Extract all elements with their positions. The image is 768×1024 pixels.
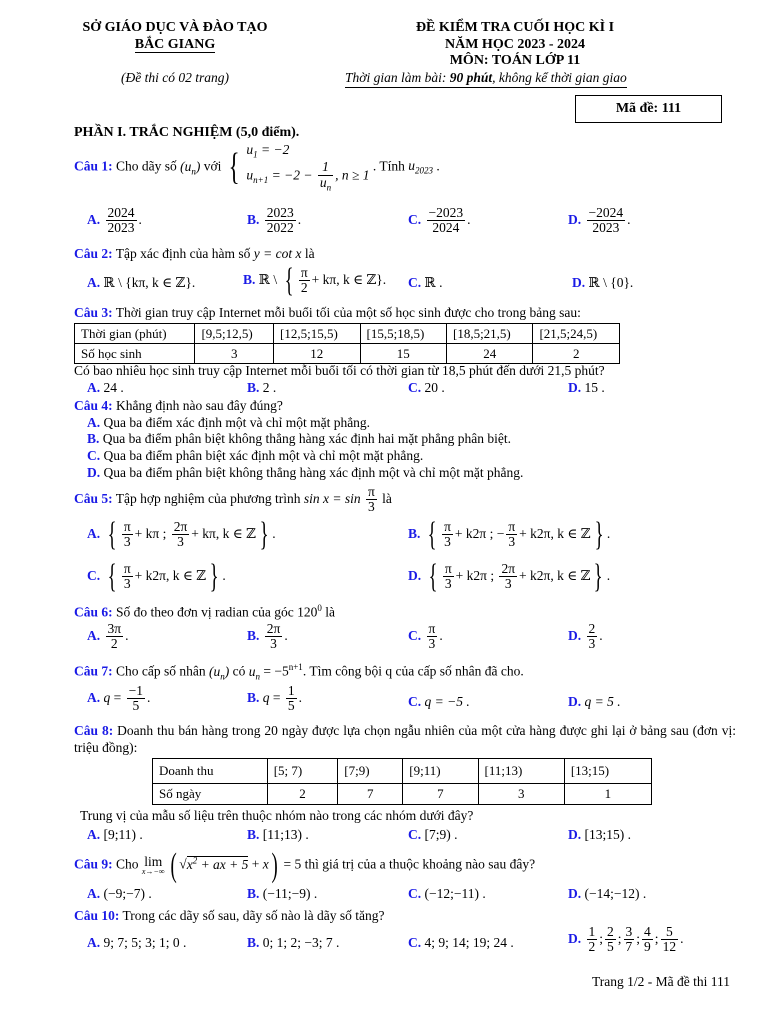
q2-option-c[interactable]: C. ℝ . [408, 275, 443, 290]
table-cell: [9,5;12,5) [195, 324, 274, 344]
table-cell: 3 [478, 784, 564, 805]
q8-question: Trung vị của mẫu số liệu trên thuộc nhóm nào trong các nhóm dưới đây? [80, 808, 474, 823]
table-cell: [18,5;21,5) [446, 324, 532, 344]
q10-option-a[interactable]: A. 9; 7; 5; 3; 1; 0 . [87, 935, 187, 950]
q8-option-b[interactable]: B. [11;13) . [247, 827, 309, 842]
q4-option-d[interactable]: D. Qua ba điểm phân biệt không thẳng hàng xác định một và chỉ một mặt phẳng. [87, 465, 524, 480]
q2-option-a[interactable]: A. ℝ \ {kπ, k ∈ ℤ}. [87, 275, 196, 290]
q3-table [74, 323, 620, 364]
question-1: Câu 1: Cho dãy số $(u_n)$ với { $u_1 = -2$ $u_{n+1} = -2$ − $\frac{1}{u_n}$ , n ≥ 1 . Tính $u_{2023}$ . [74, 142, 440, 193]
time-note: Thời gian làm bài: 90 phút, không kể thời gian giao [345, 70, 627, 88]
table-cell: [12,5;15,5) [274, 324, 360, 344]
question-4: Câu 4: Khẳng định nào sau đây đúng? [74, 398, 283, 413]
q7-option-a[interactable]: A. q = $\frac{-1}{5}$ . [87, 683, 151, 714]
question-3: Câu 3: Thời gian truy cập Internet mỗi buổi tối của một số học sinh được cho trong bảng sau: [74, 305, 581, 320]
q4-option-c[interactable]: C. Qua ba điểm phân biệt xác định một và chỉ một mặt phẳng. [87, 448, 424, 463]
q1-option-a[interactable]: A. $\frac{2024}{2023}$ . [87, 205, 142, 236]
question-2: Câu 2: Tập xác định của hàm số y = cot x là [74, 246, 315, 261]
table-cell: [5; 7) [267, 759, 338, 784]
table-cell: [15,5;18,5) [360, 324, 446, 344]
table-cell: 1 [564, 784, 651, 805]
table-cell: 7 [338, 784, 403, 805]
q5-option-b[interactable]: B. { $\frac{\pi}{3}$ + k2π ; − $\frac{\pi}{3}$ + k2π, k ∈ ℤ } . [408, 516, 611, 554]
table-cell: 3 [195, 344, 274, 364]
question-5: Câu 5: Tập hợp nghiệm của phương trình sin x = sin $\frac{\pi}{3}$ là [74, 484, 392, 515]
q3-option-d[interactable]: D. 15 . [568, 380, 605, 395]
q7-option-c[interactable]: C. q = −5 . [408, 694, 470, 709]
table-cell: 12 [274, 344, 360, 364]
school-province: BẮC GIANG [134, 37, 216, 52]
q4-option-b[interactable]: B. Qua ba điểm phân biệt không thẳng hàng xác định hai mặt phẳng phân biệt. [87, 431, 512, 446]
table-cell: Doanh thu [153, 759, 268, 784]
q10-option-c[interactable]: C. 4; 9; 14; 19; 24 . [408, 935, 514, 950]
q4-option-a[interactable]: A. Qua ba điểm xác định một và chỉ một mặt phẳng. [87, 415, 371, 430]
table-row [75, 344, 620, 364]
q9-option-c[interactable]: C. (−12;−11) . [408, 886, 486, 901]
table-cell: 7 [403, 784, 478, 805]
q7-option-b[interactable]: B. q = $\frac{1}{5}$ . [247, 683, 303, 714]
table-cell: [13;15) [564, 759, 651, 784]
q6-option-b[interactable]: B. $\frac{2\pi}{3}$ . [247, 621, 288, 652]
q3-option-c[interactable]: C. 20 . [408, 380, 445, 395]
q3-option-b[interactable]: B. 2 . [247, 380, 277, 395]
q6-option-d[interactable]: D. $\frac{2}{3}$ . [568, 621, 603, 652]
table-cell: 24 [446, 344, 532, 364]
school-dept: SỞ GIÁO DỤC VÀ ĐÀO TẠO [82, 20, 268, 35]
subject: MÔN: TOÁN LỚP 11 [449, 53, 581, 68]
table-cell: 2 [267, 784, 338, 805]
section-title: PHẦN I. TRẮC NGHIỆM (5,0 điểm). [74, 125, 300, 140]
table-cell: 2 [533, 344, 620, 364]
q1-option-c[interactable]: C. $\frac{-2023}{2024}$ . [408, 205, 471, 236]
q7-option-d[interactable]: D. q = 5 . [568, 694, 621, 709]
question-9: Câu 9: Cho lim x→−∞ ( $√x^2$ + ax + 5 + x) = 5 thì giá trị của a thuộc khoảng nào sau đây? [74, 847, 536, 884]
q2-option-b[interactable]: B. ℝ \ { $\frac{\pi}{2}$ + kπ, k ∈ ℤ}. [243, 262, 387, 300]
page-footer: Trang 1/2 - Mã đề thi 111 [592, 974, 730, 989]
question-7: Câu 7: Cho cấp số nhân $(u_n)$ có $u_n = -5^{n+1}$. Tìm công bội q của cấp số nhân đã cho. [74, 662, 524, 682]
table-row [153, 759, 652, 784]
exam-code-box: Mã đề: 111 [575, 95, 722, 123]
q6-option-c[interactable]: C. $\frac{\pi}{3}$ . [408, 621, 443, 652]
q5-option-d[interactable]: D. { $\frac{\pi}{3}$ + k2π ; $\frac{2\pi}{3}$ + k2π, k ∈ ℤ } . [408, 558, 611, 596]
q1-option-b[interactable]: B. $\frac{2023}{2022}$ . [247, 205, 302, 236]
table-cell: [21,5;24,5) [533, 324, 620, 344]
question-8: Câu 8: Doanh thu bán hàng trong 20 ngày được lựa chọn ngẫu nhiên của một cửa hàng được ghi lại ở bảng sau (đơn vị: triệu đồng): [74, 723, 736, 755]
question-10: Câu 10: Trong các dãy số sau, dãy số nào là dãy số tăng? [74, 908, 385, 923]
q5-option-c[interactable]: C. { $\frac{\pi}{3}$ + k2π, k ∈ ℤ } . [87, 558, 226, 596]
q8-option-a[interactable]: A. [9;11) . [87, 827, 143, 842]
table-row [153, 784, 652, 805]
table-cell: Thời gian (phút) [75, 324, 195, 344]
question-6: Câu 6: Số đo theo đơn vị radian của góc $120^0$ là [74, 603, 335, 620]
q8-option-c[interactable]: C. [7;9) . [408, 827, 458, 842]
table-cell: [11;13) [478, 759, 564, 784]
q9-option-b[interactable]: B. (−11;−9) . [247, 886, 318, 901]
q10-option-d[interactable]: D. $\frac{1}{2}$ ; $\frac{2}{5}$ ; $\frac{3}{7}$ ; $\frac{4}{9}$ ; $\frac{5}{12}$ . [568, 924, 684, 955]
table-cell: [7;9) [338, 759, 403, 784]
table-row [75, 324, 620, 344]
q3-question: Có bao nhiêu học sinh truy cập Internet mỗi buổi tối có thời gian từ 18,5 phút đến dưới 21,5 phút? [74, 363, 605, 378]
q6-option-a[interactable]: A. $\frac{3\pi}{2}$ . [87, 621, 129, 652]
q10-option-b[interactable]: B. 0; 1; 2; −3; 7 . [247, 935, 340, 950]
q8-table [152, 758, 652, 805]
exam-title: ĐỀ KIỂM TRA CUỐI HỌC KÌ I [415, 20, 615, 35]
table-cell: [9;11) [403, 759, 478, 784]
q3-option-a[interactable]: A. 24 . [87, 380, 124, 395]
q9-option-a[interactable]: A. (−9;−7) . [87, 886, 152, 901]
school-year: NĂM HỌC 2023 - 2024 [445, 37, 585, 52]
q2-option-d[interactable]: D. ℝ \ {0}. [572, 275, 634, 290]
q1-option-d[interactable]: D. $\frac{-2024}{2023}$ . [568, 205, 631, 236]
table-cell: Số học sinh [75, 344, 195, 364]
table-cell: Số ngày [153, 784, 268, 805]
page-count-note: (Đề thi có 02 trang) [121, 70, 229, 85]
q9-option-d[interactable]: D. (−14;−12) . [568, 886, 647, 901]
q8-option-d[interactable]: D. [13;15) . [568, 827, 631, 842]
table-cell: 15 [360, 344, 446, 364]
q5-option-a[interactable]: A. { $\frac{\pi}{3}$ + kπ ; $\frac{2\pi}{3}$ + kπ, k ∈ ℤ } . [87, 516, 276, 554]
